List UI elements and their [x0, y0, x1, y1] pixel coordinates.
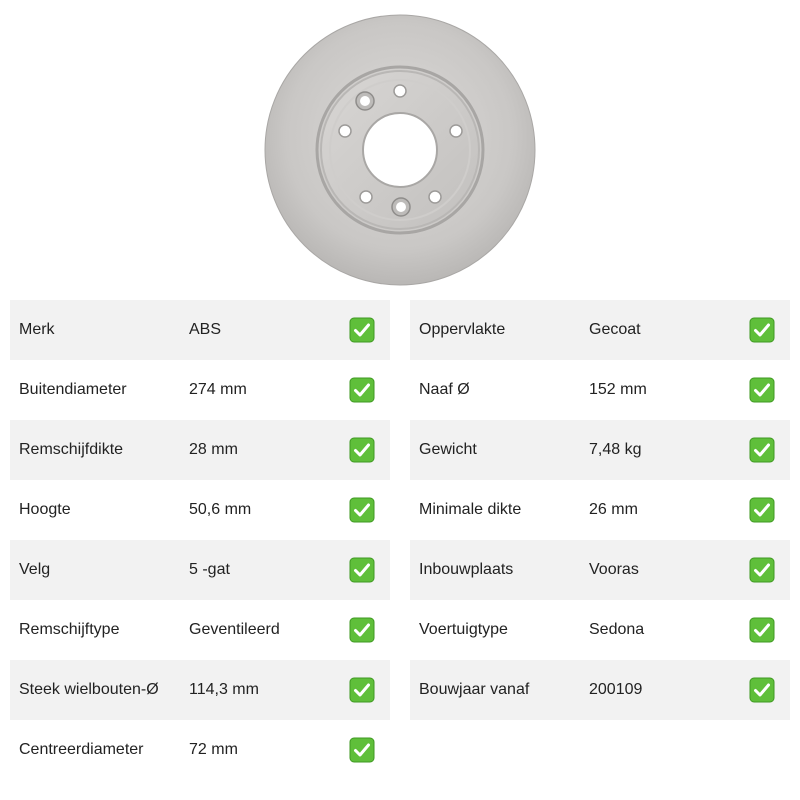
spec-label: Inbouwplaats	[419, 561, 514, 578]
spec-value: 200109	[589, 681, 643, 698]
spec-label: Merk	[19, 321, 55, 338]
spec-row-voertuigtype	[410, 600, 790, 660]
spec-value: 152 mm	[589, 381, 647, 398]
spec-label: Buitendiameter	[19, 381, 127, 398]
check-icon	[749, 437, 775, 463]
spec-row-hoogte	[10, 480, 390, 540]
spec-label: Remschijfdikte	[19, 441, 124, 458]
check-icon	[349, 737, 375, 763]
spec-value: Gecoat	[589, 321, 641, 338]
spec-value: 50,6 mm	[189, 501, 252, 518]
check-icon	[349, 317, 375, 343]
spec-value: Vooras	[589, 561, 639, 578]
check-icon	[349, 437, 375, 463]
spec-row-minimale-dikte	[410, 480, 790, 540]
check-icon	[749, 317, 775, 343]
spec-value: Sedona	[589, 621, 645, 638]
spec-value: 274 mm	[189, 381, 247, 398]
spec-row-merk	[10, 300, 390, 360]
spec-value: 28 mm	[189, 441, 238, 458]
spec-label: Hoogte	[19, 501, 71, 518]
check-icon	[749, 617, 775, 643]
spec-row-centreerdiameter	[10, 720, 390, 780]
spec-row-gewicht	[410, 420, 790, 480]
spec-row-remschijfdikte	[10, 420, 390, 480]
spec-label: Velg	[19, 561, 51, 578]
check-icon	[349, 677, 375, 703]
check-icon	[749, 497, 775, 523]
check-icon	[349, 617, 375, 643]
specs-left-column	[10, 300, 390, 780]
spec-label: Centreerdiameter	[19, 741, 144, 758]
spec-value: 26 mm	[589, 501, 638, 518]
check-icon	[349, 497, 375, 523]
spec-row-remschijftype	[10, 600, 390, 660]
spec-row-steek-wielbouten	[10, 660, 390, 720]
check-icon	[349, 557, 375, 583]
check-icon	[349, 377, 375, 403]
spec-row-oppervlakte	[410, 300, 790, 360]
check-icon	[749, 377, 775, 403]
spec-label: Steek wielbouten-Ø	[19, 681, 159, 698]
spec-value: ABS	[189, 321, 222, 338]
spec-label: Minimale dikte	[419, 501, 522, 518]
spec-value: Geventileerd	[189, 621, 280, 638]
specs-right-column	[410, 300, 790, 720]
spec-value: 114,3 mm	[189, 681, 259, 698]
spec-value: 5 -gat	[189, 561, 230, 578]
spec-label: Gewicht	[419, 441, 477, 458]
spec-row-velg	[10, 540, 390, 600]
check-icon	[749, 557, 775, 583]
spec-row-inbouwplaats	[410, 540, 790, 600]
spec-label: Naaf Ø	[419, 381, 470, 398]
spec-label: Remschijftype	[19, 621, 120, 638]
spec-label: Oppervlakte	[419, 321, 506, 338]
spec-row-naaf	[410, 360, 790, 420]
spec-value: 7,48 kg	[589, 441, 642, 458]
spec-row-buitendiameter	[10, 360, 390, 420]
brake-disc-image	[264, 14, 536, 286]
spec-value: 72 mm	[189, 741, 238, 758]
spec-label: Bouwjaar vanaf	[419, 681, 530, 698]
check-icon	[749, 677, 775, 703]
spec-row-bouwjaar-vanaf	[410, 660, 790, 720]
spec-label: Voertuigtype	[419, 621, 508, 638]
